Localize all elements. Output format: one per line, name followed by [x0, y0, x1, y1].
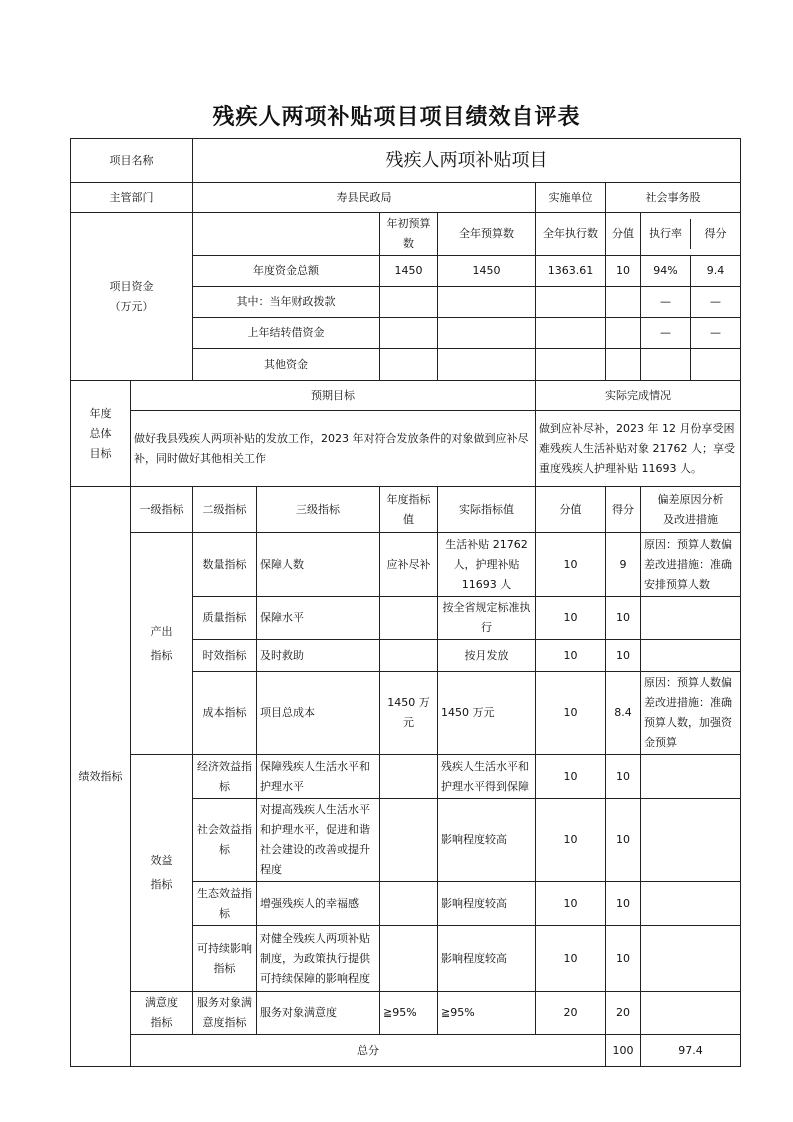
funds-cell — [380, 287, 438, 318]
unit-label: 实施单位 — [536, 183, 606, 213]
funds-header-blank — [193, 213, 380, 256]
page-title: 残疾人两项补贴项目项目绩效自评表 — [212, 105, 581, 130]
total-label: 总分 — [131, 1035, 606, 1067]
funds-cell — [536, 318, 606, 349]
total-row — [71, 1035, 741, 1067]
perf-actual: 影响程度较高 — [438, 926, 536, 992]
perf-header: 年度指标值 — [380, 487, 438, 533]
funds-split — [641, 318, 741, 349]
perf-note — [641, 992, 741, 1035]
perf-l3: 保障残疾人生活水平和护理水平 — [257, 755, 380, 799]
perf-target — [380, 799, 438, 882]
funds-cell: 1363.61 — [536, 256, 606, 287]
funds-label-text: 项目资金 — [109, 279, 154, 293]
total-score: 100 — [606, 1035, 641, 1067]
funds-cell: — — [710, 295, 722, 308]
project-name: 残疾人两项补贴项目 — [193, 139, 741, 183]
perf-actual: 影响程度较高 — [438, 799, 536, 882]
perf-l3: 及时救助 — [257, 640, 380, 672]
perf-row — [71, 992, 741, 1035]
funds-header-split — [641, 213, 741, 256]
funds-cell — [691, 349, 740, 380]
funds-cell — [438, 349, 536, 381]
perf-l3: 对提高残疾人生活水平和护理水平，促进和谐社会建设的改善或提升程度 — [257, 799, 380, 882]
perf-target — [380, 882, 438, 926]
perf-l3: 项目总成本 — [257, 672, 380, 755]
funds-header: 全年预算数 — [438, 213, 536, 256]
expected-goal-header: 预期目标 — [131, 381, 536, 411]
perf-target — [380, 926, 438, 992]
perf-l2: 经济效益指标 — [193, 755, 257, 799]
perf-header: 一级指标 — [131, 487, 193, 533]
perf-target — [380, 755, 438, 799]
perf-header: 得分 — [606, 487, 641, 533]
perf-note — [641, 755, 741, 799]
perf-l3: 对健全残疾人两项补贴制度，为政策执行提供可持续保障的影响程度 — [257, 926, 380, 992]
perf-header: 二级指标 — [193, 487, 257, 533]
funds-cell — [606, 349, 641, 381]
perf-actual: 生活补贴 21762 人，护理补贴 11693 人 — [438, 533, 536, 597]
perf-note: 原因：预算人数偏差改进措施：准确安排预算人数 — [641, 533, 741, 597]
unit-value: 社会事务股 — [606, 183, 741, 213]
perf-l3: 保障人数 — [257, 533, 380, 597]
perf-note — [641, 882, 741, 926]
funds-cell: 9.4 — [706, 264, 725, 277]
funds-header: 分值 — [606, 213, 641, 256]
funds-row-label: 上年结转借资金 — [193, 318, 380, 349]
perf-score: 10 — [536, 799, 606, 882]
funds-cell — [380, 318, 438, 349]
perf-l2: 服务对象满意度指标 — [193, 992, 257, 1035]
perf-score: 10 — [536, 533, 606, 597]
funds-cell — [606, 318, 641, 349]
project-name-label: 项目名称 — [71, 139, 193, 183]
perf-l2: 社会效益指标 — [193, 799, 257, 882]
perf-score: 10 — [536, 882, 606, 926]
funds-cell — [536, 287, 606, 318]
funds-cell — [438, 287, 536, 318]
perf-header: 偏差原因分析 及改进措施 — [641, 487, 741, 533]
satisfaction-indicator-label: 满意度 指标 — [131, 992, 193, 1035]
perf-header: 分值 — [536, 487, 606, 533]
actual-result-header: 实际完成情况 — [536, 381, 741, 411]
actual-result-text: 做到应补尽补，2023 年 12 月份享受困难残疾人生活补贴对象 21762 人；享受重度残疾人护理补贴 11693 人。 — [536, 411, 741, 487]
perf-l2: 时效指标 — [193, 640, 257, 672]
goals-label-line: 目标 — [89, 446, 112, 460]
funds-row-label: 年度资金总额 — [193, 256, 380, 287]
funds-cell: — — [641, 287, 691, 317]
perf-got: 10 — [606, 597, 641, 640]
perf-got: 10 — [606, 755, 641, 799]
perf-score: 10 — [536, 755, 606, 799]
funds-header: 执行率 — [641, 219, 691, 249]
perf-target — [380, 640, 438, 672]
perf-l3: 服务对象满意度 — [257, 992, 380, 1035]
output-indicator-label: 产出 指标 — [131, 533, 193, 755]
funds-header: 全年执行数 — [536, 213, 606, 256]
funds-cell — [641, 349, 691, 380]
perf-score: 20 — [536, 992, 606, 1035]
perf-actual: 按月发放 — [438, 640, 536, 672]
perf-got: 20 — [606, 992, 641, 1035]
dept-label: 主管部门 — [71, 183, 193, 213]
perf-score: 10 — [536, 640, 606, 672]
funds-cell — [380, 349, 438, 381]
perf-l2: 可持续影响指标 — [193, 926, 257, 992]
perf-header: 三级指标 — [257, 487, 380, 533]
perf-header: 实际指标值 — [438, 487, 536, 533]
funds-cell: 1450 — [438, 256, 536, 287]
perf-note — [641, 597, 741, 640]
perf-l3: 保障水平 — [257, 597, 380, 640]
perf-note — [641, 640, 741, 672]
perf-label: 绩效指标 — [71, 487, 131, 1067]
perf-actual: ≧95% — [438, 992, 536, 1035]
perf-l3: 增强残疾人的幸福感 — [257, 882, 380, 926]
funds-unit: （万元） — [109, 299, 154, 313]
funds-cell — [438, 318, 536, 349]
goals-label — [71, 381, 131, 487]
perf-target: 1450 万元 — [380, 672, 438, 755]
funds-label — [71, 213, 193, 381]
perf-actual: 残疾人生活水平和护理水平得到保障 — [438, 755, 536, 799]
perf-note — [641, 926, 741, 992]
perf-got: 10 — [606, 926, 641, 992]
funds-cell: 10 — [606, 256, 641, 287]
perf-got: 10 — [606, 640, 641, 672]
funds-split — [641, 287, 741, 318]
perf-row — [71, 755, 741, 799]
perf-note: 原因：预算人数偏差改进措施：准确预算人数，加强资金预算 — [641, 672, 741, 755]
evaluation-table — [70, 138, 741, 1067]
perf-target: ≧95% — [380, 992, 438, 1035]
perf-l2: 数量指标 — [193, 533, 257, 597]
funds-split — [641, 349, 741, 381]
perf-target: 应补尽补 — [380, 533, 438, 597]
funds-cell: — — [641, 318, 691, 348]
funds-header: 年初预算数 — [380, 213, 438, 256]
perf-l2: 成本指标 — [193, 672, 257, 755]
perf-actual: 按全省规定标准执行 — [438, 597, 536, 640]
perf-l2: 生态效益指标 — [193, 882, 257, 926]
goals-label-line: 年度 — [89, 406, 112, 420]
funds-row-label: 其中：当年财政拨款 — [193, 287, 380, 318]
perf-got: 10 — [606, 799, 641, 882]
perf-row — [71, 533, 741, 597]
total-got: 97.4 — [641, 1035, 741, 1067]
perf-got: 8.4 — [606, 672, 641, 755]
perf-score: 10 — [536, 672, 606, 755]
perf-note — [641, 799, 741, 882]
funds-row-label: 其他资金 — [193, 349, 380, 381]
expected-goal-text: 做好我县残疾人两项补贴的发放工作，2023 年对符合发放条件的对象做到应补尽补，同时做好其他相关工作 — [131, 411, 536, 487]
funds-cell: 94% — [641, 256, 691, 286]
funds-header: 得分 — [704, 227, 727, 240]
perf-actual: 影响程度较高 — [438, 882, 536, 926]
perf-got: 10 — [606, 882, 641, 926]
perf-got: 9 — [606, 533, 641, 597]
funds-split — [641, 256, 741, 287]
funds-cell — [606, 287, 641, 318]
perf-l2: 质量指标 — [193, 597, 257, 640]
perf-score: 10 — [536, 926, 606, 992]
perf-target — [380, 597, 438, 640]
perf-score: 10 — [536, 597, 606, 640]
perf-actual: 1450 万元 — [438, 672, 536, 755]
funds-cell — [536, 349, 606, 381]
benefit-indicator-label: 效益 指标 — [131, 755, 193, 992]
funds-cell: — — [710, 326, 722, 339]
dept-value: 寿县民政局 — [193, 183, 536, 213]
goals-label-line: 总体 — [89, 426, 112, 440]
funds-cell: 1450 — [380, 256, 438, 287]
